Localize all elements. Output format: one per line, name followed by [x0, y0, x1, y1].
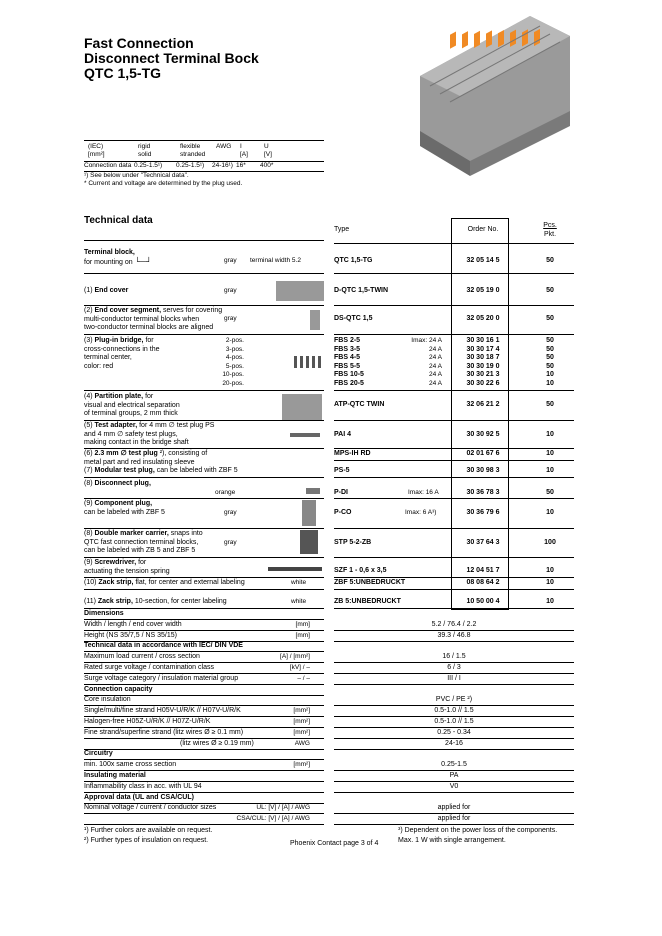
- page-footer: Phoenix Contact page 3 of 4: [290, 840, 379, 847]
- spec-row-label: Inflammability class in acc. with UL 94: [84, 782, 324, 793]
- item-zack-strip-flat: (10) Zack strip, flat, for center and external labeling: [84, 579, 245, 586]
- spec-row-label: Dimensions: [84, 609, 324, 620]
- spec-row-value: PA: [334, 771, 574, 782]
- item-terminal-block: Terminal block, for mounting on └─┘: [84, 249, 152, 266]
- disconnect-plug-image: [306, 488, 320, 494]
- spec-row-label: Core insulation: [84, 695, 324, 706]
- spec-row-label: Fine strand/superfine strand (litz wires Ø ≥ 0.1 mm) [mm²]: [84, 728, 324, 739]
- spec-row-value: applied for: [334, 814, 574, 825]
- connection-data-table: (IEC) [mm²] rigid solid flexible stranded AWG I [A] U [V] Connection data 0.25-1.5¹) 0.25-1.5¹) 24-16¹) 16* 400* ¹) See below under "Technical data". * Current and voltage are determined by the plug used.: [84, 140, 324, 188]
- footnotes-left: ¹) Further colors are available on request. ²) Further types of insulation on request.: [84, 827, 213, 844]
- spec-row-label: Single/multi/fine strand H05V-U/R/K // H07V-U/R/K [mm²]: [84, 706, 324, 717]
- spec-row-label: Height (NS 35/7,5 / NS 35/15) [mm]: [84, 631, 324, 642]
- component-plug-image: [302, 500, 316, 526]
- bridge-positions: 2-pos. 3-pos. 4-pos. 5-pos. 10-pos. 20-pos.: [222, 337, 244, 387]
- order-qtc: 32 05 14 5: [466, 257, 500, 264]
- spec-row-label: (litz wires Ø ≥ 0.19 mm) AWG: [84, 739, 324, 750]
- spec-row-value: 39.3 / 46.8: [334, 631, 574, 642]
- item-test-plug: (6) 2.3 mm ∅ test plug ²), consisting of metal part and red insulating sleeve (7) Modular test plug, can be labeled with ZBF 5: [84, 450, 238, 474]
- pkt-column-header: Pkt.: [543, 231, 557, 238]
- spec-row-value: 16 / 1.5: [334, 652, 574, 663]
- item-end-cover-segment: (2) End cover segment, serves for covering multi-conductor terminal blocks when two-conductor terminal blocks are aligned: [84, 307, 223, 331]
- pcs-column-header: Pcs.: [543, 222, 557, 229]
- product-photo: [410, 16, 576, 178]
- type-column-header: Type: [334, 226, 350, 233]
- item-disconnect-plug: (8) Disconnect plug,: [84, 480, 151, 487]
- table-note-2: * Current and voltage are determined by the plug used.: [84, 180, 243, 187]
- item-component-plug: (9) Component plug, can be labeled with ZBF 5: [84, 500, 165, 516]
- spec-row-value: 6 / 3: [334, 663, 574, 674]
- spec-row-value: 0.25 - 0.34: [334, 728, 574, 739]
- spec-row-label: Width / length / end cover width [mm]: [84, 620, 324, 631]
- spec-row-label: Maximum load current / cross section [A] / [mm²]: [84, 652, 324, 663]
- spec-row-label: Insulating material: [84, 771, 324, 782]
- item-plug-in-bridge: (3) Plug-in bridge, for cross-connections in the terminal center, color: red: [84, 337, 160, 370]
- marker-carrier-image: [300, 530, 318, 554]
- item-end-cover: (1) End cover: [84, 287, 129, 294]
- type-qtc: QTC 1,5-TG: [334, 257, 373, 264]
- spec-row-label: min. 100x same cross section [mm²]: [84, 760, 324, 771]
- spec-row-value: PVC / PE ²): [334, 695, 574, 706]
- spec-row-value: III / I: [334, 674, 574, 685]
- spec-row-value: V0: [334, 782, 574, 793]
- spec-row-value: 0.5-1.0 // 1.5: [334, 706, 574, 717]
- order-number-box: [451, 218, 509, 610]
- end-cover-image: [276, 281, 324, 301]
- spec-row-value: 0.5-1.0 // 1.5: [334, 717, 574, 728]
- spec-row-label: Surge voltage category / insulation material group – / –: [84, 674, 324, 685]
- spec-row-value: applied for: [334, 803, 574, 814]
- footnotes-right: ³) Dependent on the power loss of the components. Max. 1 W with single arrangement.: [398, 827, 558, 844]
- item-partition-plate: (4) Partition plate, for visual and electrical separation of terminal groups, 2 mm thick: [84, 393, 180, 417]
- spec-row-value: 0.25-1.5: [334, 760, 574, 771]
- title-line-3: QTC 1,5-TG: [84, 65, 162, 81]
- spec-row-label: Rated surge voltage / contamination class [kV] / –: [84, 663, 324, 674]
- test-adapter-image: [290, 433, 320, 437]
- partition-plate-image: [282, 394, 322, 420]
- spec-row-label: Circuitry: [84, 749, 324, 760]
- spec-row-label: Halogen-free H05Z-U/R/K // H07Z-U/R/K [mm²]: [84, 717, 324, 728]
- title-line-2: Disconnect Terminal Bock: [84, 50, 259, 66]
- item-marker-carrier: (8) Double marker carrier, snaps into QTC fast connection terminal blocks, can be labeled with ZB 5 and ZBF 5: [84, 530, 203, 554]
- spec-row-value: 24-16: [334, 739, 574, 750]
- item-screwdriver: (9) Screwdriver, for actuating the tension spring: [84, 559, 170, 575]
- spec-row-label: Technical data in accordance with IEC/ DIN VDE: [84, 641, 324, 652]
- spec-row-label: Approval data (UL and CSA/CUL): [84, 793, 324, 804]
- table-note-1: ¹) See below under "Technical data".: [84, 172, 189, 179]
- item-test-adapter: (5) Test adapter, for 4 mm ∅ test plug PS and 4 mm ∅ safety test plugs, making contact in the bridge shaft: [84, 422, 215, 446]
- spec-row-label: Nominal voltage / current / conductor sizes UL: [V] / [A] / AWG: [84, 803, 324, 814]
- spec-row-label: Connection capacity: [84, 685, 324, 696]
- technical-data-heading: Technical data: [84, 215, 153, 226]
- item-zack-strip-10: (11) Zack strip, 10-section, for center labeling: [84, 598, 227, 605]
- segment-image: [310, 310, 320, 330]
- screwdriver-image: [268, 567, 322, 571]
- connection-data-row: Connection data 0.25-1.5¹) 0.25-1.5¹) 24-16¹) 16* 400*: [84, 162, 274, 169]
- page-title: [84, 36, 259, 81]
- bridge-image: [294, 356, 324, 368]
- title-line-1: Fast Connection: [84, 35, 194, 51]
- spec-row-value: 5.2 / 76.4 / 2.2: [334, 620, 574, 631]
- order-column-header: Order No.: [467, 226, 499, 233]
- spec-row-label: CSA/CUL: [V] / [A] / AWG: [84, 814, 324, 825]
